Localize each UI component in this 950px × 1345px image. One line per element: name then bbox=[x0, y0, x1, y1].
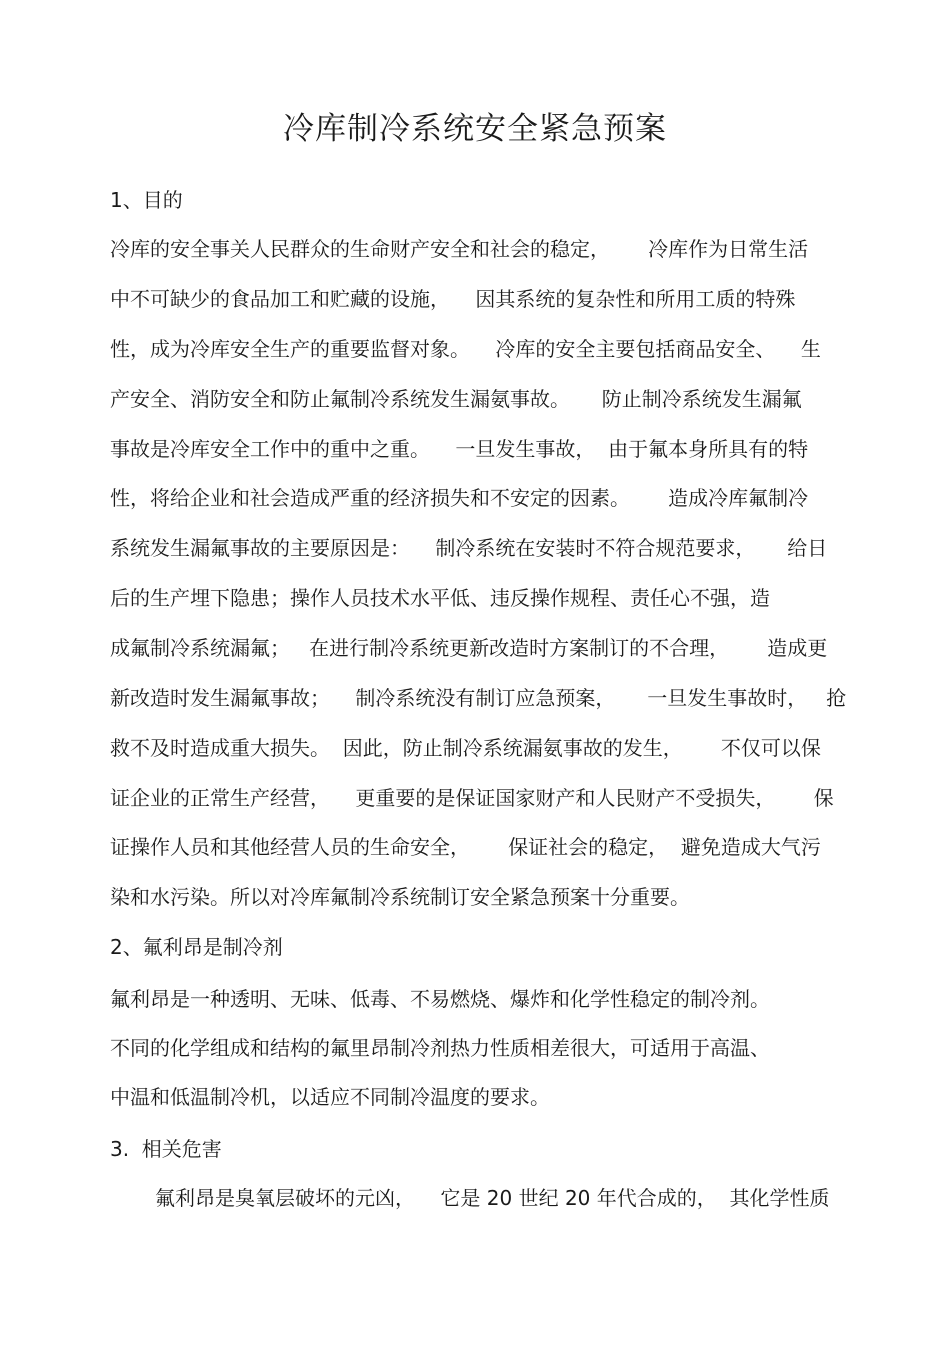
paragraph-line: 救不及时造成重大损失。 因此，防止制冷系统漏氨事故的发生， 不仅可以保 bbox=[110, 736, 821, 760]
paragraph-line: 不同的化学组成和结构的氟里昂制冷剂热力性质相差很大，可适用于高温、 bbox=[110, 1036, 770, 1060]
paragraph-line: 新改造时发生漏氟事故； 制冷系统没有制订应急预案， 一旦发生事故时， 抢 bbox=[110, 686, 847, 710]
paragraph-line: 后的生产埋下隐患；操作人员技术水平低、违反操作规程、责任心不强，造 bbox=[110, 586, 770, 610]
paragraph-line: 中温和低温制冷机，以适应不同制冷温度的要求。 bbox=[110, 1085, 550, 1109]
paragraph-line: 事故是冷库安全工作中的重中之重。 一旦发生事故， 由于氟本身所具有的特 bbox=[110, 437, 809, 461]
section-heading-hazards: 3. 相关危害 bbox=[110, 1137, 222, 1161]
paragraph-line: 氟利昂是一种透明、无味、低毒、不易燃烧、爆炸和化学性稳定的制冷剂。 bbox=[110, 987, 770, 1011]
section-heading-freon: 2、氟利昂是制冷剂 bbox=[110, 935, 283, 959]
paragraph-line: 证操作人员和其他经营人员的生命安全， 保证社会的稳定， 避免造成大气污 bbox=[110, 835, 821, 859]
paragraph-line: 性，成为冷库安全生产的重要监督对象。 冷库的安全主要包括商品安全、 生 bbox=[110, 337, 821, 361]
paragraph-line: 中不可缺少的食品加工和贮藏的设施， 因其系统的复杂性和所用工质的特殊 bbox=[110, 287, 796, 311]
section-heading-purpose: 1、目的 bbox=[110, 188, 183, 212]
paragraph-line: 产安全、消防安全和防止氟制冷系统发生漏氨事故。 防止制冷系统发生漏氟 bbox=[110, 387, 802, 411]
paragraph-line: 冷库的安全事关人民群众的生命财产安全和社会的稳定， 冷库作为日常生活 bbox=[110, 237, 809, 261]
paragraph-line: 证企业的正常生产经营， 更重要的是保证国家财产和人民财产不受损失， 保 bbox=[110, 786, 834, 810]
document-title: 冷库制冷系统安全紧急预案 bbox=[283, 111, 667, 147]
paragraph-line: 氟利昂是臭氧层破坏的元凶， 它是 20 世纪 20 年代合成的， 其化学性质 bbox=[155, 1186, 830, 1210]
paragraph-line: 染和水污染。所以对冷库氟制冷系统制订安全紧急预案十分重要。 bbox=[110, 885, 690, 909]
paragraph-line: 成氟制冷系统漏氟； 在进行制冷系统更新改造时方案制订的不合理， 造成更 bbox=[110, 636, 828, 660]
paragraph-line: 性，将给企业和社会造成严重的经济损失和不安定的因素。 造成冷库氟制冷 bbox=[110, 486, 809, 510]
paragraph-line: 系统发生漏氟事故的主要原因是： 制冷系统在安装时不符合规范要求， 给日 bbox=[110, 536, 828, 560]
